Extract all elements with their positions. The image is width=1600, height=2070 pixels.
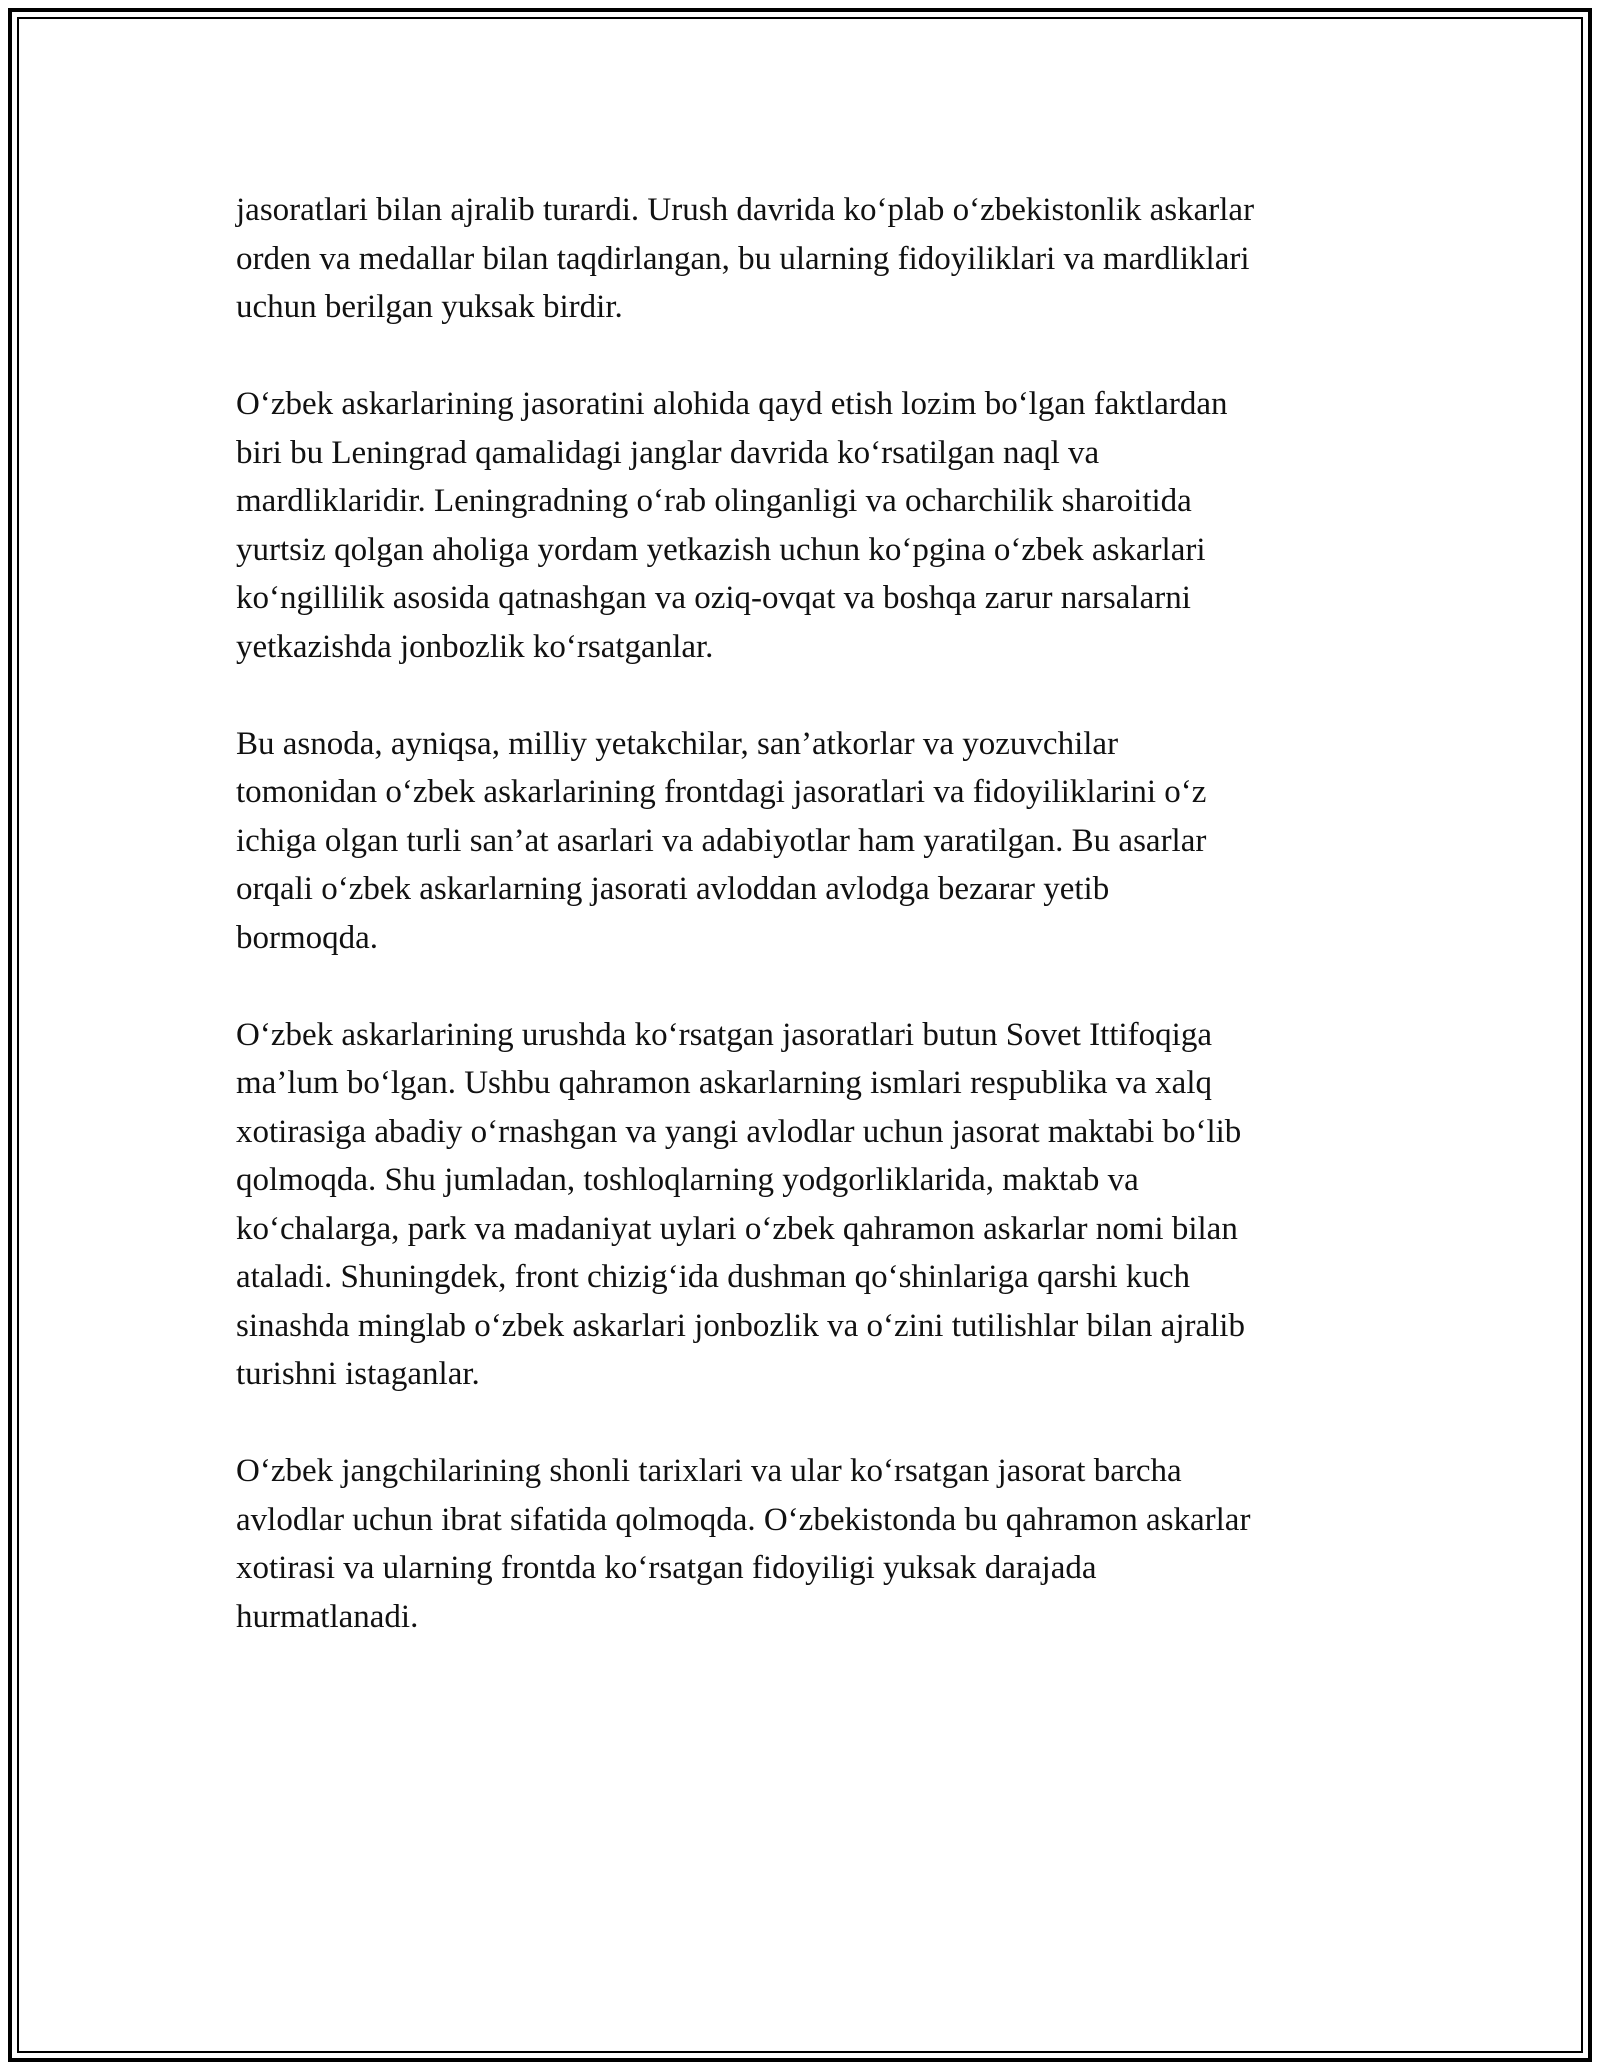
text-line: ma’lum bo‘lgan. Ushbu qahramon askarlarning ismlari respublika va xalq <box>236 1065 1212 1101</box>
text-line: ataladi. Shuningdek, front chizig‘ida dushman qo‘shinlariga qarshi kuch <box>236 1259 1191 1295</box>
paragraph-4 <box>236 1011 1376 1399</box>
text-line: orden va medallar bilan taqdirlangan, bu ularning fidoyiliklari va mardliklari <box>236 240 1250 277</box>
text-line: xotirasi va ularning frontda ko‘rsatgan fidoyiligi yuksak darajada <box>236 1550 1097 1586</box>
text-line: orqali o‘zbek askarlarning jasorati avloddan avlodga bezarar yetib <box>236 871 1110 907</box>
paragraph-5 <box>236 1447 1376 1641</box>
text-line: ichiga olgan turli san’at asarlari va adabiyotlar ham yaratilgan. Bu asarlar <box>236 822 1207 859</box>
paragraph-2 <box>236 380 1376 671</box>
text-line: hurmatlanadi. <box>236 1598 419 1635</box>
text-line: sinashda minglab o‘zbek askarlari jonbozlik va o‘zini tutilishlar bilan ajralib <box>236 1307 1245 1344</box>
text-line: Bu asnoda, ayniqsa, milliy yetakchilar, san’atkorlar va yozuvchilar <box>236 725 1119 762</box>
text-line: biri bu Leningrad qamalidagi janglar davrida ko‘rsatilgan naql va <box>236 434 1100 471</box>
text-line: avlodlar uchun ibrat sifatida qolmoqda. O‘zbekistonda bu qahramon askarlar <box>236 1501 1251 1538</box>
text-line: yurtsiz qolgan aholiga yordam yetkazish uchun ko‘pgina o‘zbek askarlari <box>236 531 1206 568</box>
text-line: O‘zbek jangchilarining shonli tarixlari va ular ko‘rsatgan jasorat barcha <box>236 1453 1182 1489</box>
paragraph-3 <box>236 720 1376 963</box>
text-line: ko‘ngillilik asosida qatnashgan va oziq-ovqat va boshqa zarur narsalarni <box>236 580 1191 616</box>
text-line: turishni istaganlar. <box>236 1356 480 1392</box>
text-line: tomonidan o‘zbek askarlarining frontdagi jasoratlari va fidoyiliklarini o‘z <box>236 774 1207 810</box>
paragraph-1 <box>236 186 1376 332</box>
text-line: bormoqda. <box>236 919 379 956</box>
text-line: O‘zbek askarlarining jasoratini alohida qayd etish lozim bo‘lgan faktlardan <box>236 386 1228 422</box>
text-line: jasoratlari bilan ajralib turardi. Urush davrida ko‘plab o‘zbekistonlik askarlar <box>236 192 1255 228</box>
text-line: qolmoqda. Shu jumladan, toshloqlarning yodgorliklarida, maktab va <box>236 1162 1139 1198</box>
document-body <box>236 186 1376 1641</box>
text-line: uchun berilgan yuksak birdir. <box>236 289 623 325</box>
text-line: O‘zbek askarlarining urushda ko‘rsatgan jasoratlari butun Sovet Ittifoqiga <box>236 1016 1212 1053</box>
text-line: xotirasiga abadiy o‘rnashgan va yangi avlodlar uchun jasorat maktabi bo‘lib <box>236 1113 1242 1150</box>
text-line: yetkazishda jonbozlik ko‘rsatganlar. <box>236 628 714 665</box>
text-line: mardliklaridir. Leningradning o‘rab olinganligi va ocharchilik sharoitida <box>236 483 1192 519</box>
text-line: ko‘chalarga, park va madaniyat uylari o‘zbek qahramon askarlar nomi bilan <box>236 1210 1238 1247</box>
